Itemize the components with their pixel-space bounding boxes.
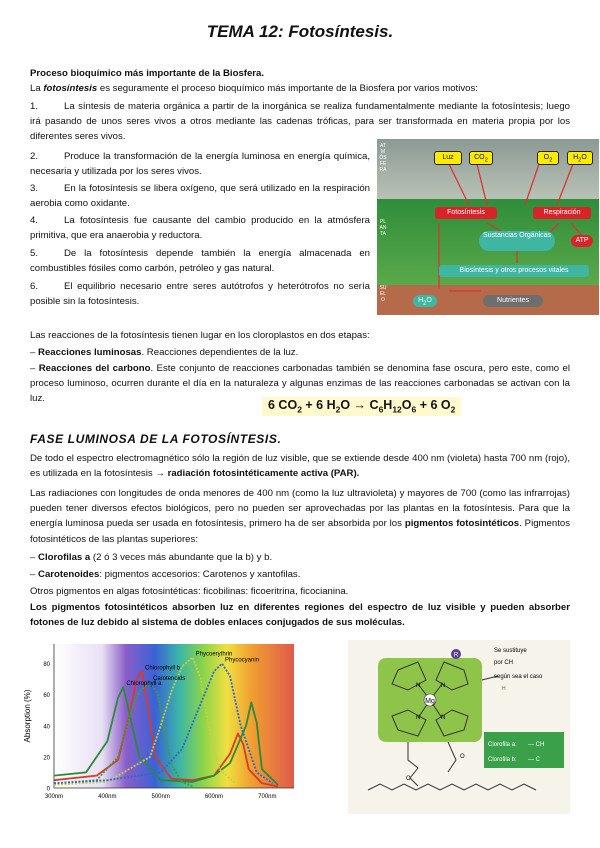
bullet-clorofilas: [30, 550, 570, 565]
eq-part: 6 CO: [268, 398, 298, 412]
reason-text: Produce la transformación de la energía luminosa en energía química, necesaria y utilizada por los seres vivos.: [30, 151, 370, 178]
rule-line-3: según sea el caso: [494, 674, 543, 680]
reason-text: La fotosíntesis fue causante del cambio producido en la atmósfera primitiva, que era anaerobia y reductora.: [30, 215, 370, 242]
bullet-text: (2 ó 3 veces más abundante que la b) y b.: [90, 552, 273, 563]
series-label: Phycoerythrin: [195, 651, 233, 658]
x-tick-label: 300nm: [44, 794, 64, 800]
fotosintesis-box: Fotosíntesis: [435, 207, 497, 219]
bullet-bold: Carotenoides: [38, 569, 100, 580]
par-paragraph: [30, 451, 570, 481]
nutrientes-box: Nutrientes: [483, 295, 543, 307]
mg-label: Mg: [425, 698, 435, 705]
absorption-spectrum-chart: [20, 640, 302, 805]
sustancias-organicas-box: Sustancias Orgánicas: [479, 231, 555, 251]
chlorophyll-structure: [348, 640, 570, 814]
par-bold: radiación fotosintéticamente activa (PAR).: [167, 468, 360, 480]
n-label: N: [416, 683, 421, 689]
phase-carbono-text: . Este conjunto de reacciones carbonadas también se denomina fase oscura, pero este, como el proceso luminoso, ocurren durante el día en la naturaleza y algunas enzimas de las reacciones carbonadas se activan con la luz.: [30, 363, 570, 405]
phase-carbono-title: Reacciones del carbono: [38, 363, 151, 374]
respiracion-box: Respiración: [533, 207, 591, 219]
reason-num: 3.: [30, 183, 39, 194]
eq-part: O → C: [340, 398, 379, 412]
pigments-bold: pigmentos fotosintéticos: [404, 518, 520, 530]
o-label: O: [406, 776, 411, 782]
h2o-sub: 2: [578, 157, 582, 164]
n-label: N: [416, 715, 421, 721]
pigments-text: Las radiaciones con longitudes de onda menores de 400 nm (como la luz ultravioleta) y mayores de 700 (como las infrarrojas) pueden tener diversos efectos biológicos, pero no pueden ser aprovechadas por las plantas en la fotosíntesis. Para que la energía luminosa pueda ser usada en fotosíntesis, primero ha de ser absorbida por los: [30, 488, 570, 530]
intro-paragraph: [30, 81, 570, 96]
biosintesis-box: Biosíntesis y otros procesos vitales: [439, 265, 589, 277]
reason-num: 6.: [30, 281, 39, 292]
y-tick-label: 60: [43, 693, 50, 700]
photosynthesis-equation: [262, 397, 461, 416]
eq-sub: 2: [297, 404, 302, 415]
section-heading: FASE LUMINOSA DE LA FOTOSÍNTESIS.: [30, 432, 282, 446]
diagram-arrows: [377, 139, 599, 315]
eq-sub: 2: [335, 404, 341, 415]
reason-text: De la fotosíntesis depende también la energía almacenada en combustibles fósiles como carbón, petróleo y gas natural.: [30, 248, 370, 275]
bullet-text: : pigmentos accesorios: Carotenos y xantofilas.: [99, 569, 301, 580]
reason-text: El equilibrio necesario entre seres autótrofos y heterótrofos no sería posible sin la fotosíntesis.: [30, 281, 370, 308]
y-tick-label: 0: [46, 786, 50, 793]
series-label: Phycocyanin: [225, 657, 260, 664]
phase-luminosa-text: . Reacciones dependientes de la luz.: [141, 347, 299, 358]
chl-b-label: Clorofila b:: [488, 757, 517, 763]
par-text: De todo el espectro electromagnético sólo la región de luz visible, que se extiende desde 400 nm (violeta) hasta 700 nm (rojo), es utilizada en la fotosíntesis →: [30, 453, 570, 480]
h-label: H: [502, 686, 506, 692]
reason-3: [30, 181, 370, 211]
reason-2: [30, 149, 370, 179]
x-tick-label: 600nm: [204, 794, 224, 800]
h2o-o: O: [426, 297, 432, 304]
zone-label: ATMÓSFERA: [379, 143, 387, 173]
reason-text: La síntesis de materia orgánica a partir de la inorgánica se realiza fundamentalmente mediante la fotosíntesis; luego irá pasando de unos seres vivos a otros mediante las cadenas tróficas, para ser transformada en materia propia por los diferentes seres vivos.: [30, 101, 570, 143]
pigments-paragraph: [30, 486, 570, 547]
bullet-carotenoides: [30, 567, 570, 582]
o2-box: [537, 151, 559, 165]
co2-sub: 2: [484, 157, 488, 164]
chl-b-group: — C: [528, 757, 540, 763]
reason-text: En la fotosíntesis se libera oxígeno, que será utilizado en la respiración aerobia como oxidante.: [30, 183, 370, 210]
intro-lead-pre: La: [30, 83, 44, 94]
intro-heading: Proceso bioquímico más importante de la Biosfera.: [30, 68, 265, 79]
h2o-label: H: [418, 297, 424, 304]
page-title: TEMA 12: Fotosíntesis.: [206, 22, 394, 41]
y-tick-label: 40: [43, 724, 50, 731]
h2o-soil-box: [413, 295, 437, 307]
o-label: O: [460, 754, 465, 760]
chl-a-group: — CH: [528, 742, 545, 748]
zone-label: PLANTA: [379, 219, 387, 237]
reason-num: 1.: [30, 101, 39, 112]
bullet-bold: Clorofilas a: [38, 552, 91, 563]
eq-part: H: [383, 398, 393, 412]
n-label: N: [441, 683, 446, 689]
chl-a-label: Clorofila a:: [488, 742, 517, 748]
conclusion-paragraph: Los pigmentos fotosintéticos absorben luz en diferentes regiones del espectro de luz visible y pueden absorber fotones de luz debido al sistema de dobles enlaces conjugados de sus moléculas.: [30, 602, 570, 629]
eq-sub: 6: [411, 404, 417, 415]
rule-line-1: Se sustituye: [494, 648, 527, 654]
pigments-text-end: . Pigmentos fotosintéticos de las plantas superiores:: [30, 518, 571, 545]
eq-part: O: [401, 398, 412, 412]
co2-box: [469, 151, 493, 165]
phase-luminosa-title: Reacciones luminosas: [38, 347, 142, 358]
intro-lead-post: es seguramente el proceso bioquímico más importante de la Biosfera por varios motivos:: [97, 83, 478, 94]
h2o-o: O: [581, 154, 587, 161]
reason-4: [30, 213, 370, 243]
zone-label: SUELO: [379, 285, 387, 303]
x-tick-label: 400nm: [98, 794, 117, 800]
intro-lead-bold: fotosíntesis: [43, 83, 98, 94]
chlorophyll-molecule-drawing: [348, 640, 570, 814]
phase-dash: –: [30, 363, 39, 374]
phases-intro: Las reacciones de la fotosíntesis tienen lugar en los cloroplastos en dos etapas:: [30, 330, 370, 341]
eq-part: + 6 O: [416, 398, 451, 412]
x-tick-label: 500nm: [151, 794, 170, 800]
eq-sub: 2: [450, 404, 456, 415]
reason-num: 4.: [30, 215, 39, 226]
reason-5: [30, 246, 370, 276]
photosynthesis-diagram: [377, 139, 599, 315]
phase-dash: –: [30, 347, 39, 358]
bullet-dash: –: [30, 569, 39, 580]
series-label: Carotenoids: [153, 676, 186, 683]
rule-line-2: por CH: [494, 660, 514, 666]
reason-1: [30, 99, 570, 145]
eq-sub: 12: [392, 404, 402, 415]
h2o-label: H: [573, 154, 579, 161]
luz-box: Luz: [434, 151, 462, 165]
o2-label: O: [543, 154, 550, 161]
reason-6: [30, 279, 370, 309]
eq-part: + 6 H: [301, 398, 336, 412]
n-label: N: [441, 715, 446, 721]
reason-num: 2.: [30, 151, 39, 162]
series-label: Chlorophyll a: [126, 680, 162, 687]
reason-num: 5.: [30, 248, 39, 259]
bullet-dash: –: [30, 552, 39, 563]
y-tick-label: 80: [43, 662, 50, 669]
substituent-marker-label: R: [453, 652, 459, 659]
phase-luminosa: [30, 345, 570, 360]
bullet-algas: Otros pigmentos en algas fotosintéticas: ficobilinas: ficoeritrina, ficocianina.: [30, 586, 349, 597]
o2-sub: 2: [549, 157, 553, 164]
co2-label: CO: [474, 154, 485, 161]
eq-sub: 6: [378, 404, 384, 415]
y-tick-label: 20: [43, 755, 50, 762]
atp-box: ATP: [571, 235, 593, 247]
h2o-sub: 2: [423, 300, 427, 307]
y-axis-label: Absorption (%): [23, 689, 32, 743]
x-tick-label: 700nm: [258, 794, 277, 800]
h2o-top-box: [567, 151, 593, 165]
series-label: Chlorophyll b: [145, 665, 181, 672]
